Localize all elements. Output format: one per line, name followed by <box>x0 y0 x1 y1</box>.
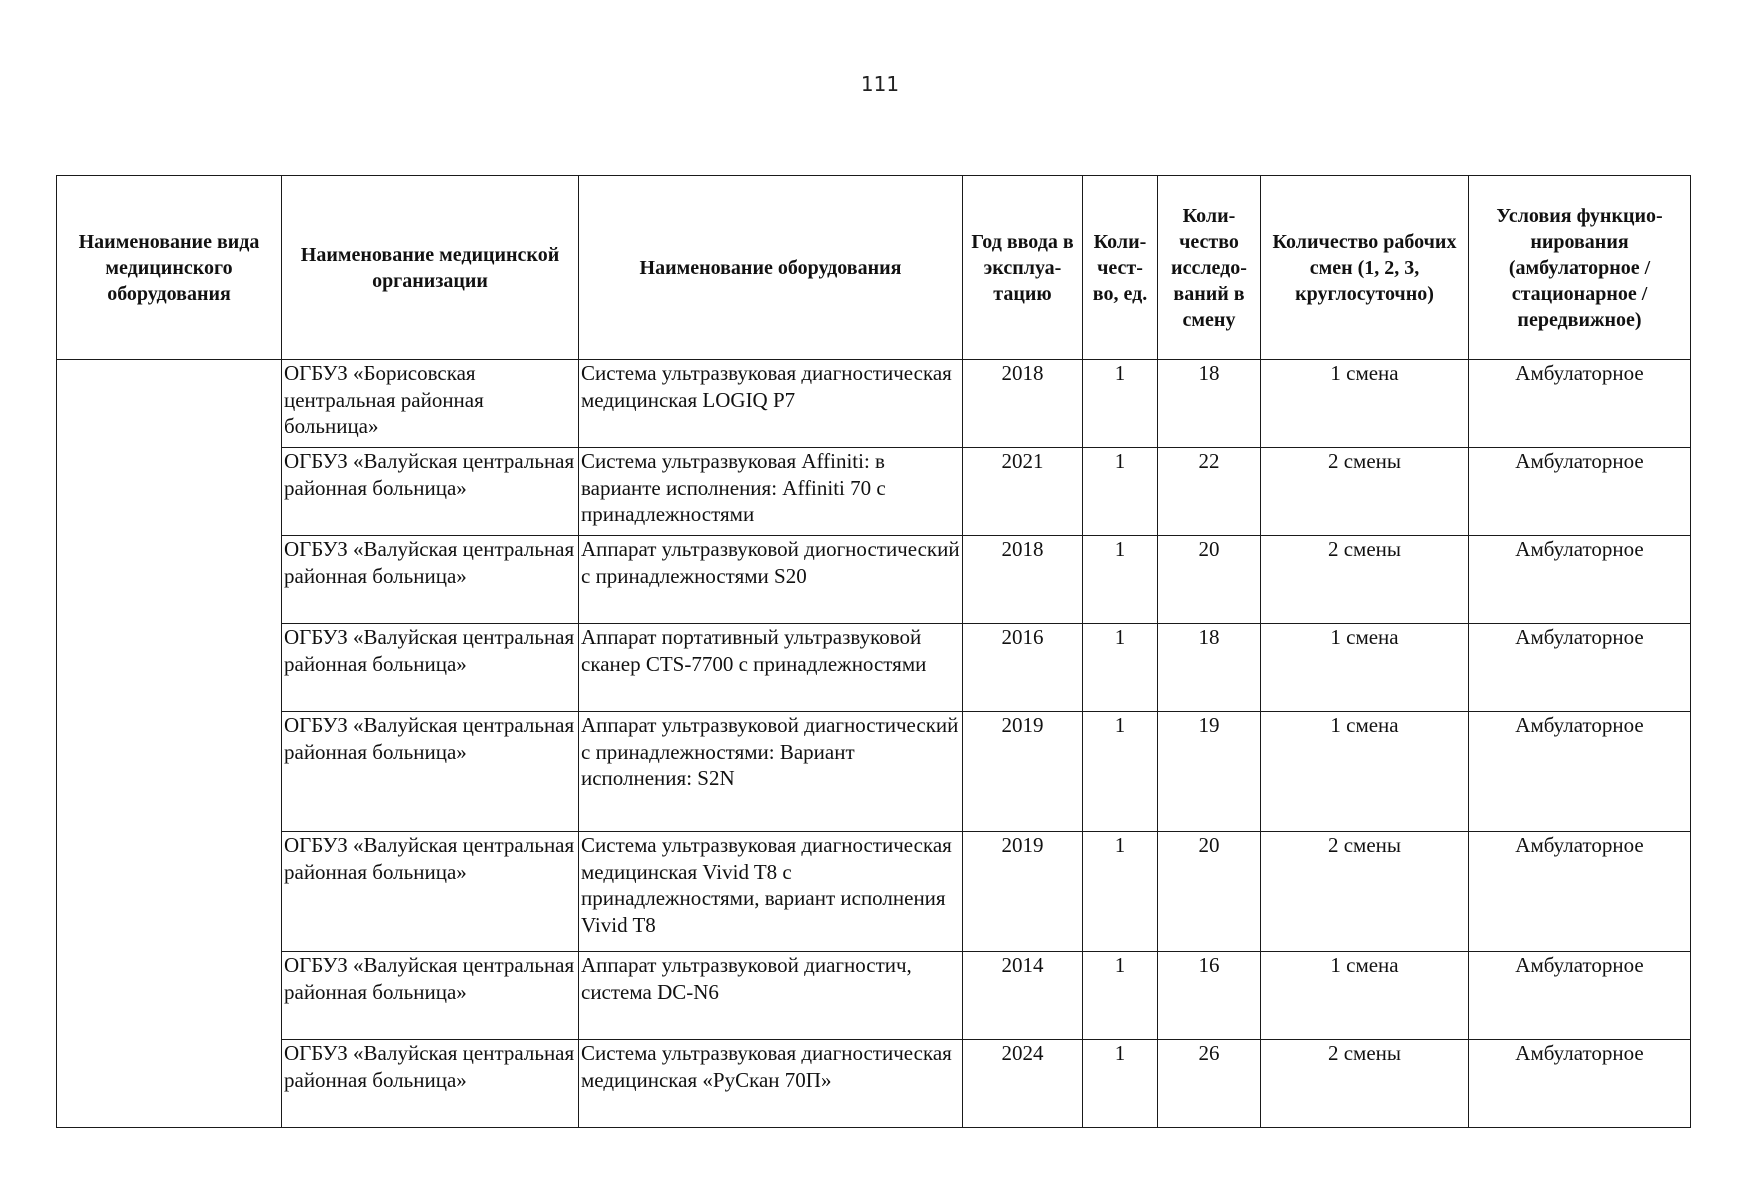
table-row <box>57 952 1691 1040</box>
conditions-cell: Амбулаторное <box>1469 360 1691 448</box>
year-cell: 2014 <box>963 952 1083 1040</box>
table-row <box>57 536 1691 624</box>
organization-cell: ОГБУЗ «Валуйская центральная районная больница» <box>282 1040 579 1128</box>
organization-cell: ОГБУЗ «Борисовская центральная районная больница» <box>282 360 579 448</box>
conditions-cell: Амбулаторное <box>1469 712 1691 832</box>
studies-cell: 18 <box>1158 360 1261 448</box>
conditions-cell: Амбулаторное <box>1469 832 1691 952</box>
table-row <box>57 832 1691 952</box>
header-studies-per-shift: Коли-чество исследо-ваний в смену <box>1158 176 1261 360</box>
conditions-cell: Амбулаторное <box>1469 448 1691 536</box>
shifts-cell: 2 смены <box>1261 832 1469 952</box>
header-quantity: Коли-чест-во, ед. <box>1083 176 1158 360</box>
studies-cell: 20 <box>1158 536 1261 624</box>
quantity-cell: 1 <box>1083 952 1158 1040</box>
year-cell: 2019 <box>963 832 1083 952</box>
organization-cell: ОГБУЗ «Валуйская центральная районная больница» <box>282 712 579 832</box>
studies-cell: 16 <box>1158 952 1261 1040</box>
quantity-cell: 1 <box>1083 360 1158 448</box>
header-year: Год ввода в эксплуа-тацию <box>963 176 1083 360</box>
equipment-table <box>56 175 1691 1128</box>
equipment-cell: Система ультразвуковая диагностическая медицинская Vivid T8 с принадлежностями, вариант исполнения Vivid T8 <box>579 832 963 952</box>
equipment-cell: Аппарат ультразвуковой диагностический с принадлежностями: Вариант исполнения: S2N <box>579 712 963 832</box>
table-row <box>57 1040 1691 1128</box>
studies-cell: 18 <box>1158 624 1261 712</box>
quantity-cell: 1 <box>1083 448 1158 536</box>
studies-cell: 20 <box>1158 832 1261 952</box>
organization-cell: ОГБУЗ «Валуйская центральная районная больница» <box>282 624 579 712</box>
header-conditions: Условия функцио-нирования (амбулаторное / стационарное / передвижное) <box>1469 176 1691 360</box>
quantity-cell: 1 <box>1083 832 1158 952</box>
year-cell: 2021 <box>963 448 1083 536</box>
organization-cell: ОГБУЗ «Валуйская центральная районная больница» <box>282 448 579 536</box>
organization-cell: ОГБУЗ «Валуйская центральная районная больница» <box>282 832 579 952</box>
year-cell: 2018 <box>963 360 1083 448</box>
header-shifts: Количество рабочих смен (1, 2, 3, круглосуточно) <box>1261 176 1469 360</box>
header-equipment-kind: Наименование вида медицинского оборудования <box>57 176 282 360</box>
conditions-cell: Амбулаторное <box>1469 952 1691 1040</box>
year-cell: 2018 <box>963 536 1083 624</box>
studies-cell: 26 <box>1158 1040 1261 1128</box>
organization-cell: ОГБУЗ «Валуйская центральная районная больница» <box>282 952 579 1040</box>
equipment-cell: Аппарат ультразвуковой диагностич, система DC-N6 <box>579 952 963 1040</box>
studies-cell: 19 <box>1158 712 1261 832</box>
equipment-cell: Система ультразвуковая Affiniti: в варианте исполнения: Affiniti 70 с принадлежностями <box>579 448 963 536</box>
table-row <box>57 712 1691 832</box>
header-organization: Наименование медицинской организации <box>282 176 579 360</box>
organization-cell: ОГБУЗ «Валуйская центральная районная больница» <box>282 536 579 624</box>
conditions-cell: Амбулаторное <box>1469 1040 1691 1128</box>
equipment-cell: Система ультразвуковая диагностическая медицинская LOGIQ P7 <box>579 360 963 448</box>
equipment-cell: Аппарат ультразвуковой диогностический с принадлежностями S20 <box>579 536 963 624</box>
shifts-cell: 1 смена <box>1261 360 1469 448</box>
table-row <box>57 360 1691 448</box>
header-row <box>57 176 1691 360</box>
equipment-cell: Аппарат портативный ультразвуковой сканер CTS-7700 с принадлежностями <box>579 624 963 712</box>
shifts-cell: 2 смены <box>1261 536 1469 624</box>
shifts-cell: 1 смена <box>1261 952 1469 1040</box>
shifts-cell: 2 смены <box>1261 448 1469 536</box>
shifts-cell: 1 смена <box>1261 624 1469 712</box>
equipment-cell: Система ультразвуковая диагностическая медицинская «РуСкан 70П» <box>579 1040 963 1128</box>
conditions-cell: Амбулаторное <box>1469 624 1691 712</box>
shifts-cell: 2 смены <box>1261 1040 1469 1128</box>
quantity-cell: 1 <box>1083 712 1158 832</box>
header-equipment-name: Наименование оборудования <box>579 176 963 360</box>
quantity-cell: 1 <box>1083 536 1158 624</box>
conditions-cell: Амбулаторное <box>1469 536 1691 624</box>
year-cell: 2016 <box>963 624 1083 712</box>
table-row <box>57 624 1691 712</box>
studies-cell: 22 <box>1158 448 1261 536</box>
year-cell: 2019 <box>963 712 1083 832</box>
equipment-kind-cell <box>57 360 282 1128</box>
quantity-cell: 1 <box>1083 1040 1158 1128</box>
table-row <box>57 448 1691 536</box>
year-cell: 2024 <box>963 1040 1083 1128</box>
shifts-cell: 1 смена <box>1261 712 1469 832</box>
quantity-cell: 1 <box>1083 624 1158 712</box>
page-number: 111 <box>860 72 900 96</box>
